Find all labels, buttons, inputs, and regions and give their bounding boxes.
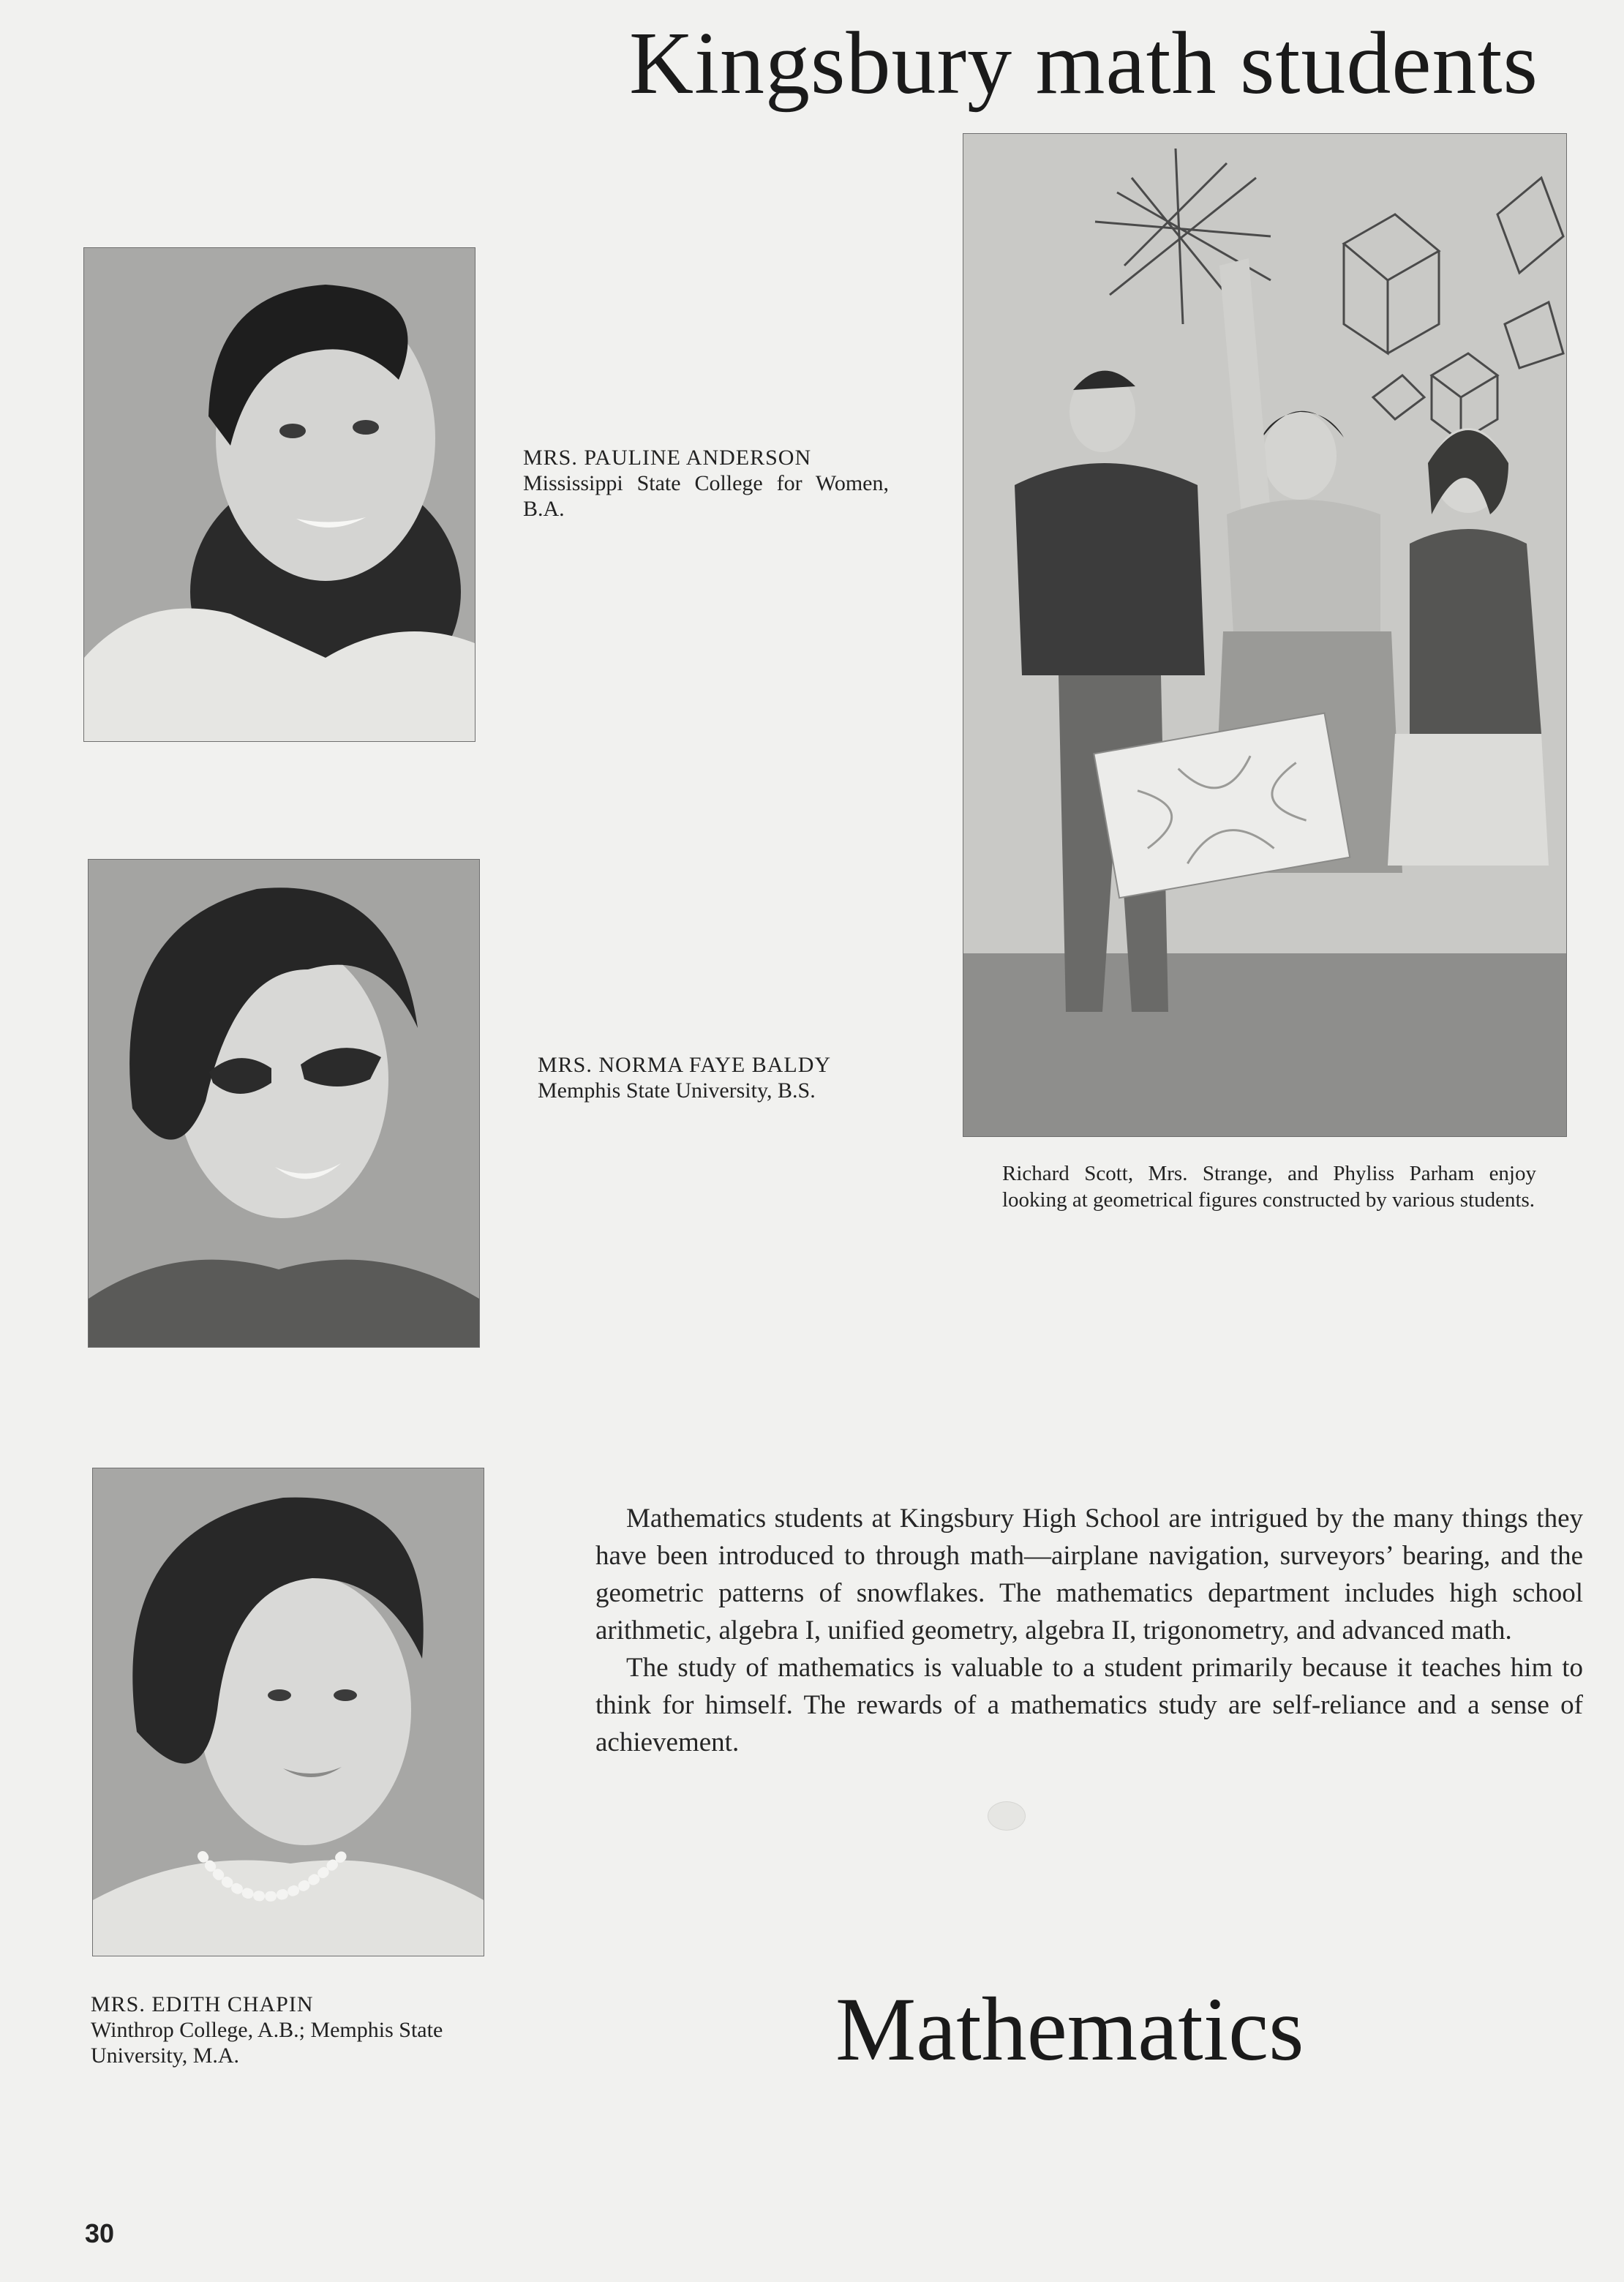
faculty-caption-chapin <box>91 1992 478 2068</box>
faculty-caption-baldy <box>538 1052 903 1103</box>
article-body <box>595 1500 1583 1761</box>
article-paragraph: Mathematics students at Kingsbury High School are intrigued by the many things they have been introduced to through math—airplane navigation, surveyors’ bearing, and the geometric patterns of snowflakes. The mathematics department includes high school arithmetic, algebra I, unified geometry, algebra II, trigonometry, and advanced math. <box>595 1504 1583 1645</box>
article-paragraph: The study of mathematics is valuable to a student primarily because it teaches him to think for himself. The rewards of a mathematics study are self-reliance and a sense of achievement. <box>595 1653 1583 1757</box>
faculty-name: MRS. NORMA FAYE BALDY <box>538 1053 832 1077</box>
section-title: Mathematics <box>835 1979 1304 2079</box>
group-photo-geometric-figures <box>963 133 1567 1137</box>
faculty-school: Winthrop College, A.B.; Memphis State University, M.A. <box>91 2018 443 2068</box>
faculty-school: Mississippi State College for Women, B.A. <box>523 471 889 521</box>
page-number: 30 <box>85 2218 115 2248</box>
portrait-photo-anderson <box>83 247 475 742</box>
paper-blemish <box>988 1801 1026 1831</box>
portrait-photo-baldy <box>88 859 480 1348</box>
faculty-name: MRS. PAULINE ANDERSON <box>523 446 812 470</box>
faculty-school: Memphis State University, B.S. <box>538 1078 816 1103</box>
portrait-photo-chapin <box>92 1468 484 1956</box>
faculty-caption-anderson <box>523 445 889 522</box>
faculty-name: MRS. EDITH CHAPIN <box>91 1992 314 2016</box>
page-headline: Kingsbury math students <box>629 14 1538 113</box>
group-photo-caption: Richard Scott, Mrs. Strange, and Phyliss Parham enjoy looking at geometrical figures constructed by various students. <box>1002 1162 1536 1212</box>
